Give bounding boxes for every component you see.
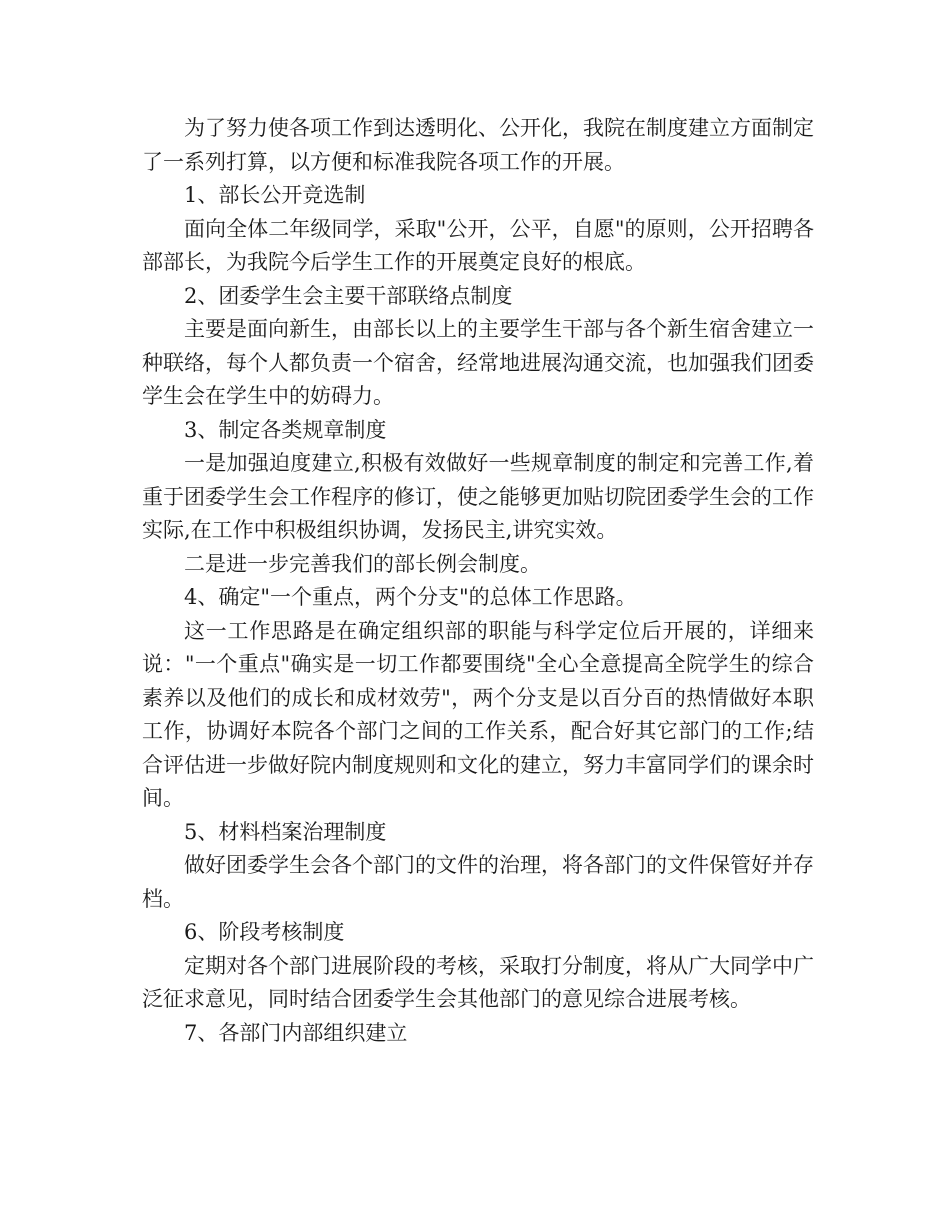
document-body: [142, 112, 814, 1050]
body-paragraph: 定期对各个部门进展阶段的考核，采取打分制度，将从广大同学中广泛征求意见，同时结合团委学生会其他部门的意见综合进展考核。: [142, 953, 814, 1011]
body-paragraph: 这一工作思路是在确定组织部的职能与科学定位后开展的，详细来说："一个重点"确实是一切工作都要围绕"全心全意提高全院学生的综合素养以及他们的成长和成材效劳"，两个分支是以百分百的热情做好本职工作，协调好本院各个部门之间的工作关系，配合好其它部门的工作;结合评估进一步做好院内制度规则和文化的建立，努力丰富同学们的课余时间。: [142, 618, 814, 810]
body-paragraph: 做好团委学生会各个部门的文件的治理，将各部门的文件保管好并存档。: [142, 853, 814, 911]
body-paragraph: 面向全体二年级同学，采取"公开，公平，自愿"的原则，公开招聘各部部长，为我院今后学生工作的开展奠定良好的根底。: [142, 216, 814, 274]
section-heading: 3、制定各类规章制度: [184, 417, 387, 442]
section-heading: 7、各部门内部组织建立: [184, 1020, 408, 1045]
section-heading: 2、团委学生会主要干部联络点制度: [184, 283, 513, 308]
body-paragraph: 二是进一步完善我们的部长例会制度。: [184, 551, 541, 576]
intro-paragraph: 为了努力使各项工作到达透明化、公开化，我院在制度建立方面制定了一系列打算，以方便和标准我院各项工作的开展。: [142, 116, 814, 174]
section-heading: 1、部长公开竞选制: [184, 183, 366, 207]
body-paragraph: 一是加强迫度建立,积极有效做好一些规章制度的制定和完善工作,着重于团委学生会工作程序的修订，使之能够更加贴切院团委学生会的工作实际,在工作中积极组织协调，发扬民主,讲究实效。: [142, 451, 814, 542]
section-heading: 4、确定"一个重点，两个分支"的总体工作思路。: [184, 585, 637, 609]
body-paragraph: 主要是面向新生，由部长以上的主要学生干部与各个新生宿舍建立一种联络，每个人都负责一个宿舍，经常地进展沟通交流，也加强我们团委学生会在学生中的妨碍力。: [142, 317, 814, 408]
section-heading: 5、材料档案治理制度: [184, 819, 387, 844]
section-heading: 6、阶段考核制度: [184, 920, 345, 944]
